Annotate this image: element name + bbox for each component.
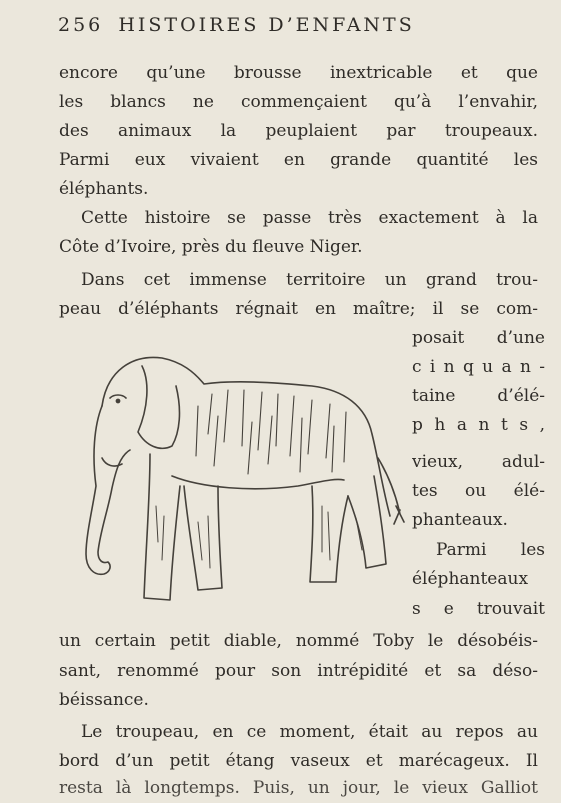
running-title: HISTOIRES D’ENFANTS <box>118 14 415 36</box>
text-line: tes ou élé- <box>412 481 545 501</box>
elephant-illustration <box>72 346 408 610</box>
text-line: bord d’un petit étang vaseux et marécageux. Il <box>59 751 538 771</box>
text-line: taine d’élé- <box>412 386 545 406</box>
text-line: Le troupeau, en ce moment, était au repos au <box>81 722 538 742</box>
text-line: peau d’éléphants régnait en maître; il se com- <box>59 299 538 319</box>
text-line: un certain petit diable, nommé Toby le désobéis- <box>59 631 538 651</box>
text-line: Parmi les <box>436 540 545 560</box>
text-line: Cette histoire se passe très exactement à la <box>81 208 538 228</box>
text-line: éléphanteaux <box>412 569 529 589</box>
text-line: éléphants. <box>59 179 149 199</box>
text-line: encore qu’une brousse inextricable et que <box>59 63 538 83</box>
text-line: p h a n t s , <box>412 415 545 435</box>
text-line: les blancs ne commençaient qu’à l’envahir, <box>59 92 538 112</box>
text-line: Côte d’Ivoire, près du fleuve Niger. <box>59 237 363 257</box>
text-line: vieux, adul- <box>412 452 545 472</box>
running-header <box>58 14 415 36</box>
text-line: c i n q u a n - <box>412 357 545 377</box>
text-line: resta là longtemps. Puis, un jour, le vieux Galliot <box>59 778 538 798</box>
text-line: des animaux la peuplaient par troupeaux. <box>59 121 538 141</box>
text-line: Dans cet immense territoire un grand trou- <box>81 270 538 290</box>
text-line: sant, renommé pour son intrépidité et sa déso- <box>59 661 538 681</box>
page-number: 256 <box>58 14 104 36</box>
text-line: phanteaux. <box>412 510 508 530</box>
text-line: béissance. <box>59 690 149 710</box>
text-line: s e trouvait <box>412 599 545 619</box>
text-line: posait d’une <box>412 328 545 348</box>
text-line: Parmi eux vivaient en grande quantité les <box>59 150 538 170</box>
